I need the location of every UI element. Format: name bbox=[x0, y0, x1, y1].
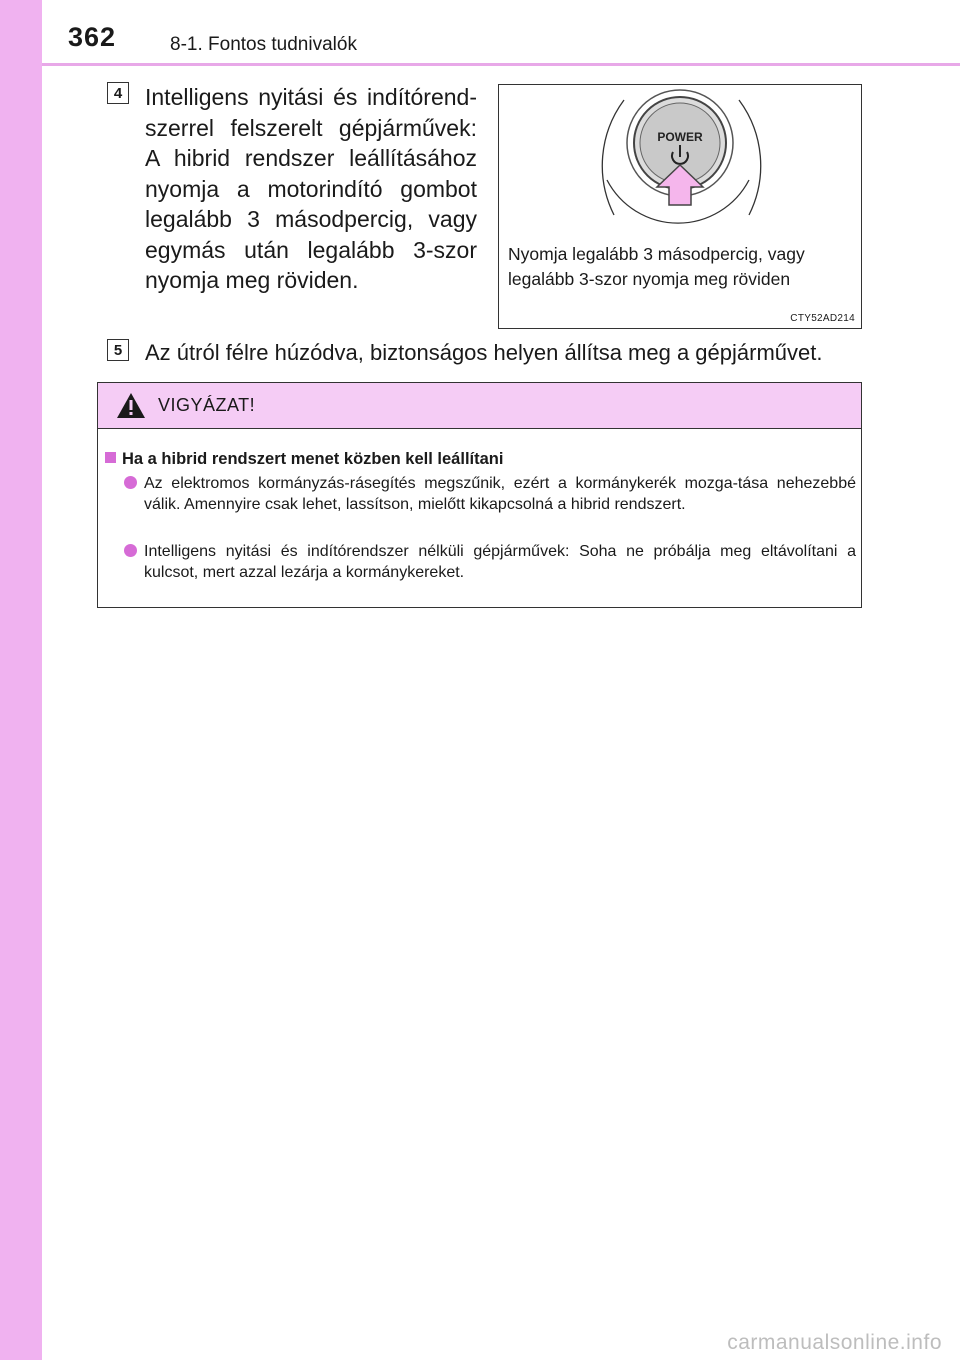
header-divider bbox=[42, 63, 960, 66]
step-number-4: 4 bbox=[107, 82, 129, 104]
bullet-dot-icon bbox=[124, 476, 137, 489]
power-button-figure bbox=[498, 84, 862, 329]
section-title: 8-1. Fontos tudnivalók bbox=[170, 34, 357, 55]
power-label: POWER bbox=[657, 130, 703, 144]
warning-bullet bbox=[124, 473, 856, 515]
warning-bullet bbox=[124, 541, 856, 583]
step-4-text: Intelligens nyitási és indítórend-szerrel felszerelt gépjárművek: A hibrid rendszer leállításához nyomja a motorindító gombot legalább 3 másodpercig, vagy egymás után legalább 3-szor nyomja meg röviden. bbox=[145, 84, 477, 293]
warning-title: VIGYÁZAT! bbox=[158, 395, 256, 415]
step-5-text: Az útról félre húzódva, biztonságos helyen állítsa meg a gépjárművet. bbox=[145, 340, 823, 365]
figure-caption: Nyomja legalább 3 másodpercig, vagy legalább 3-szor nyomja meg röviden bbox=[508, 244, 805, 289]
warning-bullet-text: Az elektromos kormányzás-rásegítés megszűnik, ezért a kormánykerék mozga-tása nehezebbé válik. Amennyire csak lehet, lassítson, mielőtt kikapcsolná a hibrid rendszert. bbox=[144, 475, 856, 513]
warning-triangle-icon bbox=[116, 392, 146, 419]
watermark[interactable]: carmanualsonline.info bbox=[727, 1331, 942, 1354]
warning-bullet-text: Intelligens nyitási és indítórendszer nélküli gépjárművek: Soha ne próbálja meg eltávolítani a kulcsot, mert azzal lezárja a kormánykereket. bbox=[144, 543, 856, 581]
warning-box bbox=[97, 382, 862, 608]
square-bullet-icon bbox=[105, 452, 116, 463]
bullet-dot-icon bbox=[124, 544, 137, 557]
figure-code: CTY52AD214 bbox=[790, 313, 855, 324]
page-sidebar bbox=[0, 0, 42, 1360]
warning-heading-text: Ha a hibrid rendszert menet közben kell leállítani bbox=[122, 450, 504, 468]
step-number-5: 5 bbox=[107, 339, 129, 361]
warning-header bbox=[98, 383, 861, 429]
page-number: 362 bbox=[68, 22, 117, 52]
warning-heading bbox=[105, 450, 503, 469]
